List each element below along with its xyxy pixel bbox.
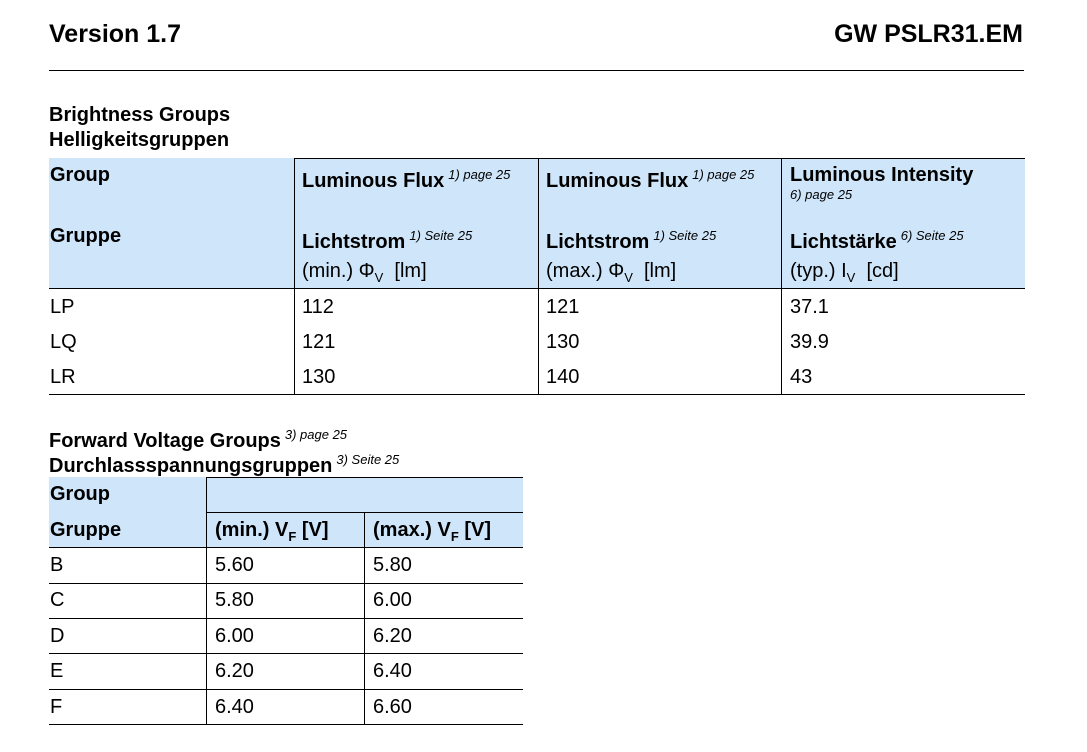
voltage-row-group: F <box>50 696 63 718</box>
voltage-title-de: Durchlassspannungsgruppen $^{3) Seite 25}$ <box>49 452 400 477</box>
brightness-row-min: 121 <box>302 331 336 353</box>
voltage-row-rule <box>49 583 523 584</box>
brightness-row-max: 130 <box>546 331 580 353</box>
header-intensity-en: Luminous Intensity <box>790 164 974 186</box>
brightness-col-divider <box>294 158 295 394</box>
voltage-row-min: 5.60 <box>215 554 254 576</box>
brightness-row-typ: 37.1 <box>790 296 829 318</box>
voltage-row-group: C <box>50 589 65 611</box>
header-flux-min-unit: (min.) $\Phi_V$ [lm] <box>302 260 427 285</box>
voltage-header-max: (max.) $V_F$ [V] <box>373 519 491 544</box>
voltage-row-min: 6.40 <box>215 696 254 718</box>
header-flux-max-unit: (max.) $\Phi_V$ [lm] <box>546 260 677 285</box>
brightness-col-divider <box>538 158 539 394</box>
brightness-top-rule <box>294 158 1025 159</box>
voltage-top-rule <box>206 477 523 478</box>
header-intensity-unit: (typ.) $I_V$ [cd] <box>790 260 899 285</box>
header-flux-max-de: Lichtstrom $^{1) Seite 25}$ <box>546 228 717 253</box>
header-divider <box>49 70 1024 71</box>
voltage-row-max: 6.60 <box>373 696 412 718</box>
voltage-row-group: D <box>50 625 65 647</box>
voltage-row-rule <box>49 653 523 654</box>
brightness-title-en: Brightness Groups <box>49 104 231 126</box>
brightness-header-group-de: Gruppe <box>50 225 122 247</box>
voltage-col-divider <box>206 477 207 724</box>
brightness-row-min: 130 <box>302 366 336 388</box>
voltage-row-max: 6.40 <box>373 660 412 682</box>
version-label: Version 1.7 <box>49 20 182 48</box>
product-name: GW PSLR31.EM <box>834 20 1023 48</box>
voltage-row-min: 5.80 <box>215 589 254 611</box>
header-intensity-de: Lichtstärke $^{6) Seite 25}$ <box>790 228 964 253</box>
voltage-row-group: E <box>50 660 64 682</box>
voltage-bottom-rule <box>49 724 523 725</box>
brightness-row-min: 112 <box>302 296 334 318</box>
voltage-row-rule <box>49 689 523 690</box>
voltage-row-min: 6.20 <box>215 660 254 682</box>
brightness-bottom-rule <box>49 394 1025 395</box>
brightness-row-group: LP <box>50 296 75 318</box>
brightness-row-max: 121 <box>546 296 580 318</box>
header-flux-max-en: Luminous Flux $^{1) page 25}$ <box>546 167 755 192</box>
brightness-header-group-en: Group <box>50 164 110 186</box>
voltage-title-en: Forward Voltage Groups $^{3) page 25}$ <box>49 427 348 452</box>
brightness-row-group: LR <box>50 366 76 388</box>
brightness-title-de: Helligkeitsgruppen <box>49 129 230 151</box>
voltage-row-max: 5.80 <box>373 554 412 576</box>
header-intensity-en-note: 6) page 25 <box>790 187 853 202</box>
voltage-row-rule <box>49 618 523 619</box>
voltage-header-group-en: Group <box>50 483 110 505</box>
header-flux-min-en: Luminous Flux $^{1) page 25}$ <box>302 167 511 192</box>
brightness-row-max: 140 <box>546 366 580 388</box>
header-flux-min-de: Lichtstrom $^{1) Seite 25}$ <box>302 228 473 253</box>
voltage-row-max: 6.20 <box>373 625 412 647</box>
brightness-col-divider <box>781 158 782 394</box>
voltage-row-min: 6.00 <box>215 625 254 647</box>
voltage-col-divider <box>364 512 365 724</box>
brightness-row-typ: 43 <box>790 366 813 388</box>
brightness-row-typ: 39.9 <box>790 331 829 353</box>
voltage-header-min: (min.) $V_F$ [V] <box>215 519 329 544</box>
voltage-row-max: 6.00 <box>373 589 412 611</box>
brightness-row-group: LQ <box>50 331 77 353</box>
voltage-header-group-de: Gruppe <box>50 519 122 541</box>
voltage-row-group: B <box>50 554 64 576</box>
